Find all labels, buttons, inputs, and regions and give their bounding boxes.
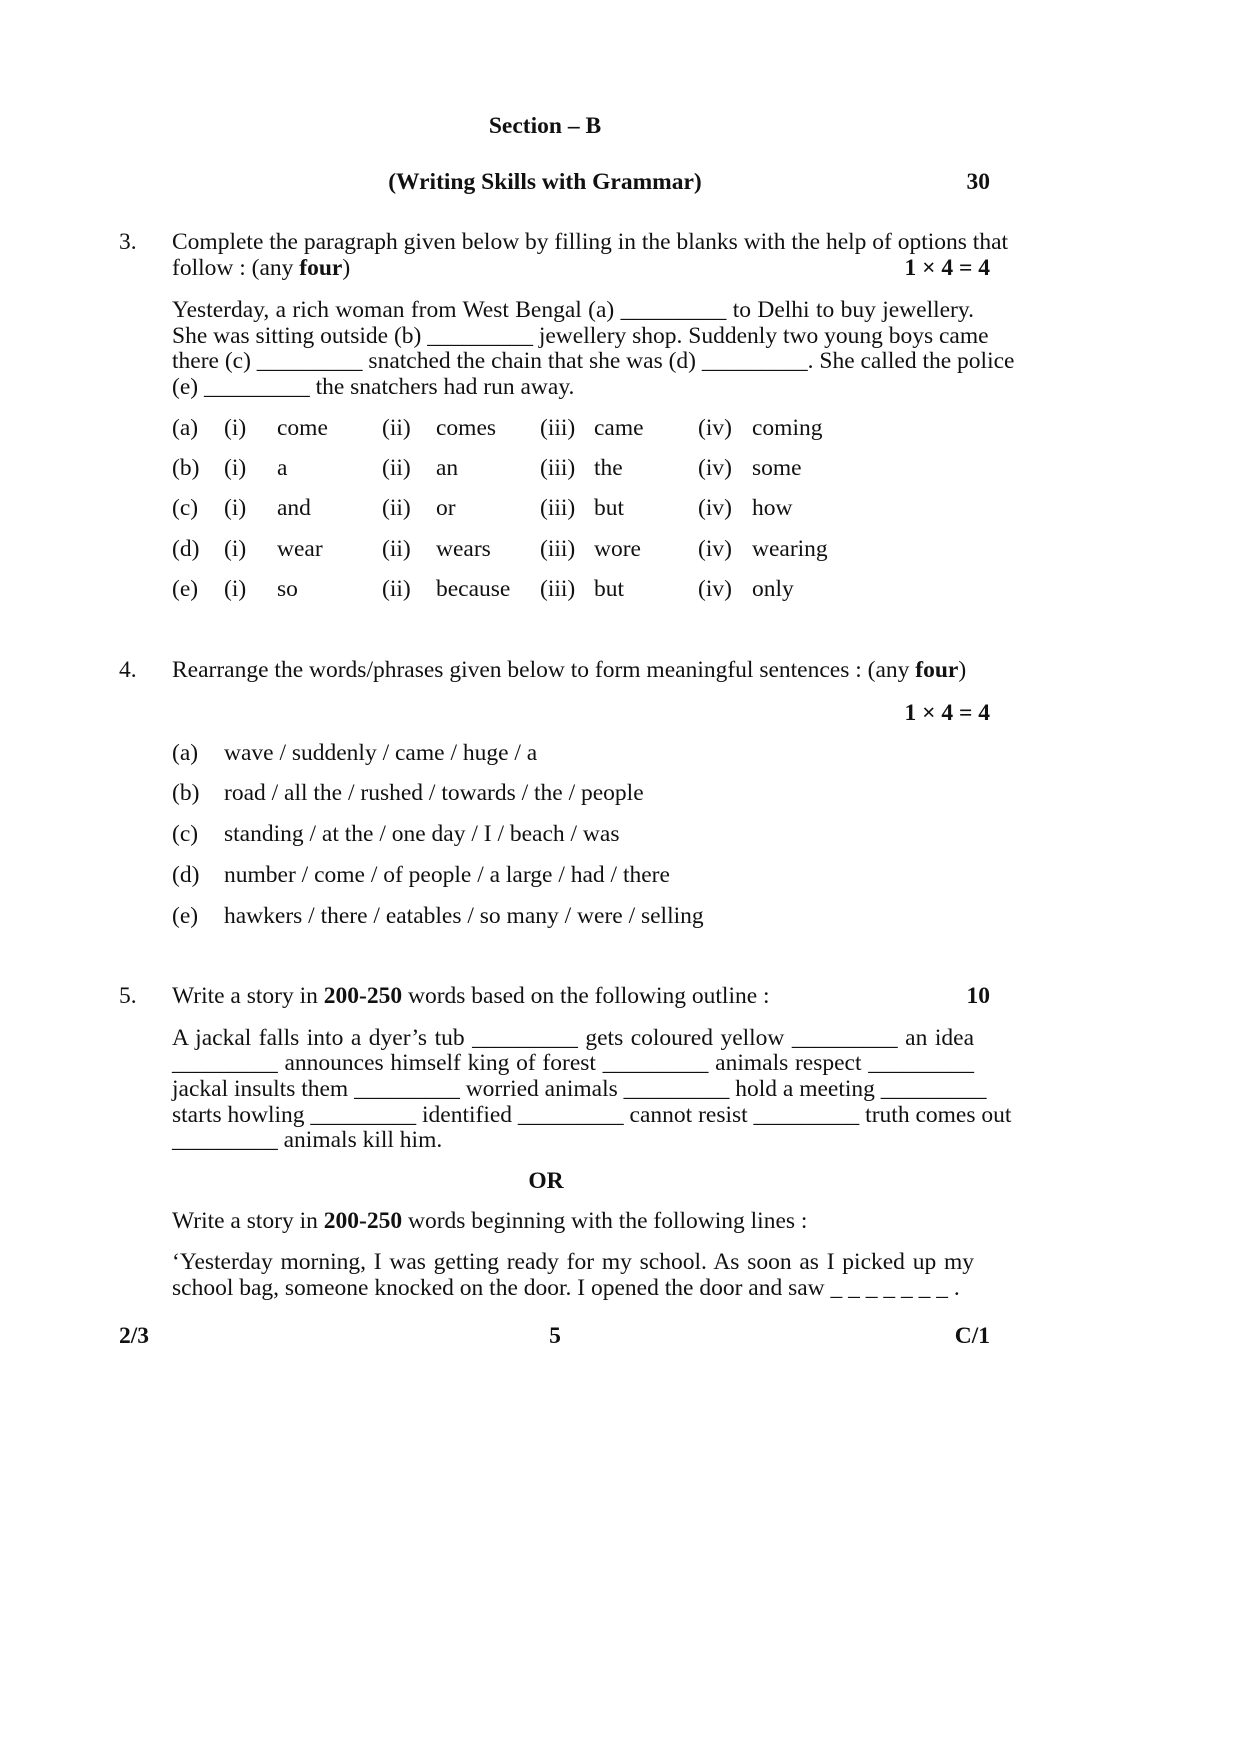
option-roman: (i) bbox=[224, 455, 247, 481]
item-label: (d) bbox=[172, 862, 200, 888]
option-roman: (ii) bbox=[382, 455, 411, 481]
option-roman: (i) bbox=[224, 495, 247, 521]
q3-instruction-line2: follow : (any four) bbox=[172, 255, 351, 281]
q4-item bbox=[0, 902, 1241, 932]
option-roman: (ii) bbox=[382, 415, 411, 441]
option-label: (d) bbox=[172, 536, 200, 562]
q4-item bbox=[0, 739, 1241, 769]
q5-outline-line: _________ animals kill him. bbox=[172, 1127, 443, 1153]
item-text: hawkers / there / eatables / so many / were / selling bbox=[224, 903, 704, 929]
option-label: (e) bbox=[172, 576, 199, 602]
option-roman: (iv) bbox=[698, 576, 732, 602]
q3-instruction-line1: Complete the paragraph given below by filling in the blanks with the help of options that bbox=[172, 229, 1009, 255]
item-label: (a) bbox=[172, 740, 199, 766]
footer-code: 2/3 bbox=[119, 1323, 150, 1349]
footer-set: C/1 bbox=[954, 1323, 990, 1349]
q5-begin-line: ‘Yesterday morning, I was getting ready for my school. As soon as I picked up my bbox=[172, 1249, 974, 1275]
option-text: because bbox=[436, 576, 511, 602]
or-separator: OR bbox=[528, 1168, 564, 1194]
q4-number: 4. bbox=[119, 657, 137, 683]
option-label: (c) bbox=[172, 495, 199, 521]
option-text: comes bbox=[436, 415, 497, 441]
q3-option-row bbox=[0, 454, 1241, 484]
option-text: but bbox=[594, 495, 625, 521]
item-label: (c) bbox=[172, 821, 199, 847]
q3-option-row bbox=[0, 535, 1241, 565]
q5-alt-instruction: Write a story in 200-250 words beginning with the following lines : bbox=[172, 1208, 808, 1234]
option-roman: (iv) bbox=[698, 536, 732, 562]
option-roman: (ii) bbox=[382, 576, 411, 602]
option-text: the bbox=[594, 455, 623, 481]
option-text: a bbox=[277, 455, 288, 481]
item-text: road / all the / rushed / towards / the / people bbox=[224, 780, 644, 806]
option-label: (b) bbox=[172, 455, 200, 481]
q5-number: 5. bbox=[119, 983, 137, 1009]
option-roman: (ii) bbox=[382, 536, 411, 562]
q4-item bbox=[0, 779, 1241, 809]
q4-marks: 1 × 4 = 4 bbox=[904, 700, 990, 726]
option-roman: (iii) bbox=[540, 455, 576, 481]
q5-marks: 10 bbox=[966, 983, 990, 1009]
option-roman: (iii) bbox=[540, 415, 576, 441]
q3-option-row bbox=[0, 575, 1241, 605]
q3-para-line: (e) _________ the snatchers had run away. bbox=[172, 374, 575, 400]
q5-outline-line: starts howling _________ identified _________ cannot resist _________ truth comes out bbox=[172, 1102, 1012, 1128]
q3-para-line: Yesterday, a rich woman from West Bengal (a) _________ to Delhi to buy jewellery. bbox=[172, 297, 974, 323]
option-text: come bbox=[277, 415, 328, 441]
item-text: number / come / of people / a large / had / there bbox=[224, 862, 670, 888]
option-text: or bbox=[436, 495, 456, 521]
option-text: wear bbox=[277, 536, 323, 562]
option-roman: (iii) bbox=[540, 536, 576, 562]
page-number: 5 bbox=[549, 1323, 561, 1349]
option-text: some bbox=[752, 455, 802, 481]
option-text: an bbox=[436, 455, 459, 481]
option-label: (a) bbox=[172, 415, 199, 441]
option-roman: (iv) bbox=[698, 415, 732, 441]
item-text: standing / at the / one day / I / beach / was bbox=[224, 821, 620, 847]
q5-begin-line: school bag, someone knocked on the door. I opened the door and saw _ _ _ _ _ _ _ . bbox=[172, 1275, 960, 1301]
q3-para-line: She was sitting outside (b) _________ jewellery shop. Suddenly two young boys came bbox=[172, 323, 989, 349]
item-label: (e) bbox=[172, 903, 199, 929]
option-roman: (iii) bbox=[540, 576, 576, 602]
option-text: wears bbox=[436, 536, 491, 562]
q3-para-line: there (c) _________ snatched the chain that she was (d) _________. She called the police bbox=[172, 348, 1015, 374]
option-text: wore bbox=[594, 536, 641, 562]
section-title: Section – B bbox=[488, 113, 602, 139]
option-text: so bbox=[277, 576, 298, 602]
option-text: coming bbox=[752, 415, 823, 441]
option-text: only bbox=[752, 576, 794, 602]
option-roman: (i) bbox=[224, 415, 247, 441]
option-text: wearing bbox=[752, 536, 828, 562]
option-roman: (i) bbox=[224, 536, 247, 562]
q5-instruction: Write a story in 200-250 words based on the following outline : bbox=[172, 983, 770, 1009]
option-roman: (iv) bbox=[698, 455, 732, 481]
option-roman: (i) bbox=[224, 576, 247, 602]
q5-outline-line: A jackal falls into a dyer’s tub _________ gets coloured yellow _________ an idea bbox=[172, 1025, 974, 1051]
q5-outline-line: _________ announces himself king of forest _________ animals respect _________ bbox=[172, 1050, 974, 1076]
section-subtitle: (Writing Skills with Grammar) bbox=[388, 169, 702, 195]
q4-item bbox=[0, 820, 1241, 850]
option-roman: (ii) bbox=[382, 495, 411, 521]
q3-option-row bbox=[0, 414, 1241, 444]
option-text: how bbox=[752, 495, 793, 521]
q4-instruction: Rearrange the words/phrases given below to form meaningful sentences : (any four) bbox=[172, 657, 967, 683]
item-text: wave / suddenly / came / huge / a bbox=[224, 740, 538, 766]
q3-number: 3. bbox=[119, 229, 137, 255]
option-text: but bbox=[594, 576, 625, 602]
section-marks: 30 bbox=[966, 169, 990, 195]
q3-option-row bbox=[0, 494, 1241, 524]
q3-marks: 1 × 4 = 4 bbox=[904, 255, 990, 281]
item-label: (b) bbox=[172, 780, 200, 806]
option-text: came bbox=[594, 415, 644, 441]
option-text: and bbox=[277, 495, 311, 521]
option-roman: (iii) bbox=[540, 495, 576, 521]
q5-outline-line: jackal insults them _________ worried animals _________ hold a meeting _________ bbox=[172, 1076, 987, 1102]
option-roman: (iv) bbox=[698, 495, 732, 521]
q4-item bbox=[0, 861, 1241, 891]
